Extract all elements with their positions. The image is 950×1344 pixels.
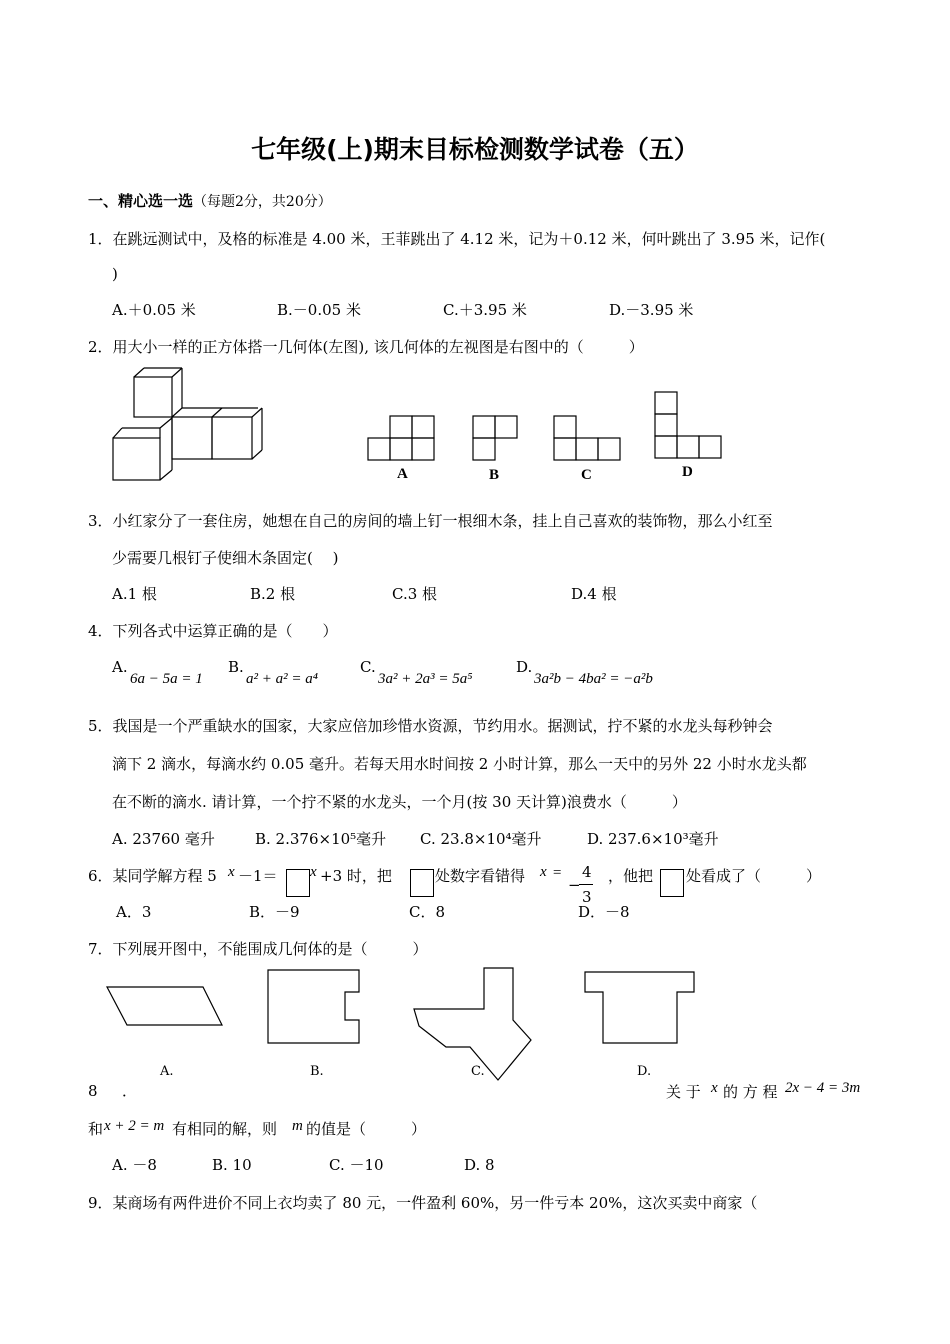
q1-option-c: C.＋3.95 米 [443, 301, 527, 319]
q5-line2: 滴下 2 滴水，每滴水约 0.05 毫升。若每天用水时间按 2 小时计算，那么一天中的另外 22 小时水龙头都 [112, 755, 807, 773]
q6-fraction-bar [579, 884, 593, 885]
q2-view-b [473, 416, 517, 460]
q8-and: 和 [88, 1120, 104, 1138]
q7-net-d [585, 972, 694, 1043]
q7-text: 7．下列展开图中，不能围成几何体的是（ ） [88, 940, 428, 958]
q7-label-c: C. [471, 1064, 485, 1079]
q6-part1: 6．某同学解方程 5 [88, 867, 217, 885]
q8-option-d: D. 8 [464, 1156, 495, 1174]
q4-text: 4．下列各式中运算正确的是（ ） [88, 622, 338, 640]
q6-var-x3: x [540, 864, 547, 880]
q6-var-x1: x [228, 864, 235, 880]
q7-label-a: A. [160, 1064, 174, 1079]
q6-equals: = [552, 865, 563, 881]
q6-option-b: B．－9 [249, 903, 300, 921]
q7-label-b: B. [310, 1064, 324, 1079]
q6-option-c: C．8 [409, 903, 446, 921]
q1-option-a: A.＋0.05 米 [112, 301, 196, 319]
q2-view-d [655, 392, 721, 458]
q6-var-x2: x [310, 864, 317, 880]
q6-part4: 处数字看错得 [435, 867, 526, 885]
q1-option-d: D.－3.95 米 [609, 301, 694, 319]
q5-line1: 5．我国是一个严重缺水的国家，大家应倍加珍惜水资源，节约用水。据测试，拧不紧的水龙头每秒钟会 [88, 717, 773, 735]
q2-cube-structure [113, 368, 262, 480]
q7-net-a [107, 987, 222, 1025]
q3-option-c: C.3 根 [392, 585, 438, 603]
q6-option-a: A．3 [116, 903, 152, 921]
page-title: 七年级(上)期末目标检测数学试卷（五） [251, 135, 699, 164]
q8-rest: 有相同的解，则 [172, 1120, 278, 1138]
section-title: 一、精心选一选 [88, 192, 194, 210]
q4-letter-a: A. [112, 658, 128, 676]
q6-part3: +3 时，把 [320, 867, 392, 885]
q6-part2: －1＝ [238, 867, 278, 885]
q7-label-d: D. [637, 1064, 652, 1079]
q1-line1: 1．在跳远测试中，及格的标准是 4.00 米，王菲跳出了 4.12 米，记为＋0.12 米，何叶跳出了 3.95 米，记作( [88, 230, 826, 248]
q2-view-c [554, 416, 620, 460]
q6-numerator: 4 [582, 863, 592, 881]
q1-option-b: B.－0.05 米 [277, 301, 361, 319]
q4-formula-a: 6a − 5a = 1 [130, 671, 203, 687]
q4-letter-c: C. [360, 658, 376, 676]
q6-option-d: D．－8 [578, 903, 630, 921]
q5-line3: 在不断的滴水. 请计算，一个拧不紧的水龙头，一个月(按 30 天计算)浪费水（ ） [112, 793, 687, 811]
q5-option-b: B. 2.376×10⁵毫升 [255, 830, 387, 848]
q4-letter-b: B. [228, 658, 244, 676]
q8-end: 的值是（ ） [306, 1120, 427, 1138]
q8-var-x: x [711, 1080, 718, 1096]
q4-formula-b: a² + a² = a⁴ [246, 671, 318, 687]
q8-option-b: B. 10 [212, 1156, 252, 1174]
q8-option-a: A. －8 [112, 1156, 157, 1174]
q4-formula-d: 3a²b − 4ba² = −a²b [534, 671, 653, 687]
q8-option-c: C. －10 [329, 1156, 384, 1174]
section-note: （每题2分，共20分） [193, 194, 332, 210]
q8-equation-word: 的 方 程 [723, 1083, 778, 1101]
q8-dot: ． [122, 1082, 138, 1100]
q8-var-m: m [292, 1118, 303, 1134]
q2-label-c: C [581, 467, 592, 483]
q8-about: 关 于 [666, 1083, 701, 1101]
q4-formula-c: 3a² + 2a³ = 5a⁵ [378, 671, 473, 687]
q7-net-b [268, 970, 359, 1043]
q3-option-b: B.2 根 [250, 585, 296, 603]
q5-option-a: A. 23760 毫升 [112, 830, 215, 848]
q3-option-d: D.4 根 [571, 585, 617, 603]
q9-text: 9．某商场有两件进价不同上衣均卖了 80 元，一件盈利 60%，另一件亏本 20%，这次买卖中商家（ [88, 1194, 758, 1212]
q8-equation-1: 2x − 4 = 3m [785, 1080, 861, 1096]
q6-box3 [660, 869, 684, 897]
q3-line2: 少需要几根钉子使细木条固定( ) [112, 549, 339, 567]
q2-view-a [368, 416, 434, 460]
q6-denominator: 3 [582, 888, 592, 906]
q2-label-d: D [682, 464, 693, 480]
q8-number: 8 [88, 1082, 98, 1100]
q6-box2 [410, 869, 434, 897]
q4-letter-d: D. [516, 658, 533, 676]
q6-minus: − [568, 876, 581, 894]
q3-option-a: A.1 根 [112, 585, 157, 603]
q2-label-b: B [489, 467, 500, 483]
q8-equation-2: x + 2 = m [104, 1118, 165, 1134]
q2-label-a: A [397, 466, 408, 482]
q5-option-c: C. 23.8×10⁴毫升 [420, 830, 542, 848]
q1-line2: ) [112, 265, 118, 283]
q2-text: 2．用大小一样的正方体搭一几何体(左图), 该几何体的左视图是右图中的（ ） [88, 338, 644, 356]
q3-line1: 3．小红家分了一套住房，她想在自己的房间的墙上钉一根细木条，挂上自己喜欢的装饰物，那么小红至 [88, 512, 773, 530]
q6-box1 [286, 869, 310, 897]
q5-option-d: D. 237.6×10³毫升 [587, 830, 719, 848]
q6-part6: 处看成了（ ） [686, 867, 822, 885]
q6-part5: ，他把 [608, 867, 654, 885]
